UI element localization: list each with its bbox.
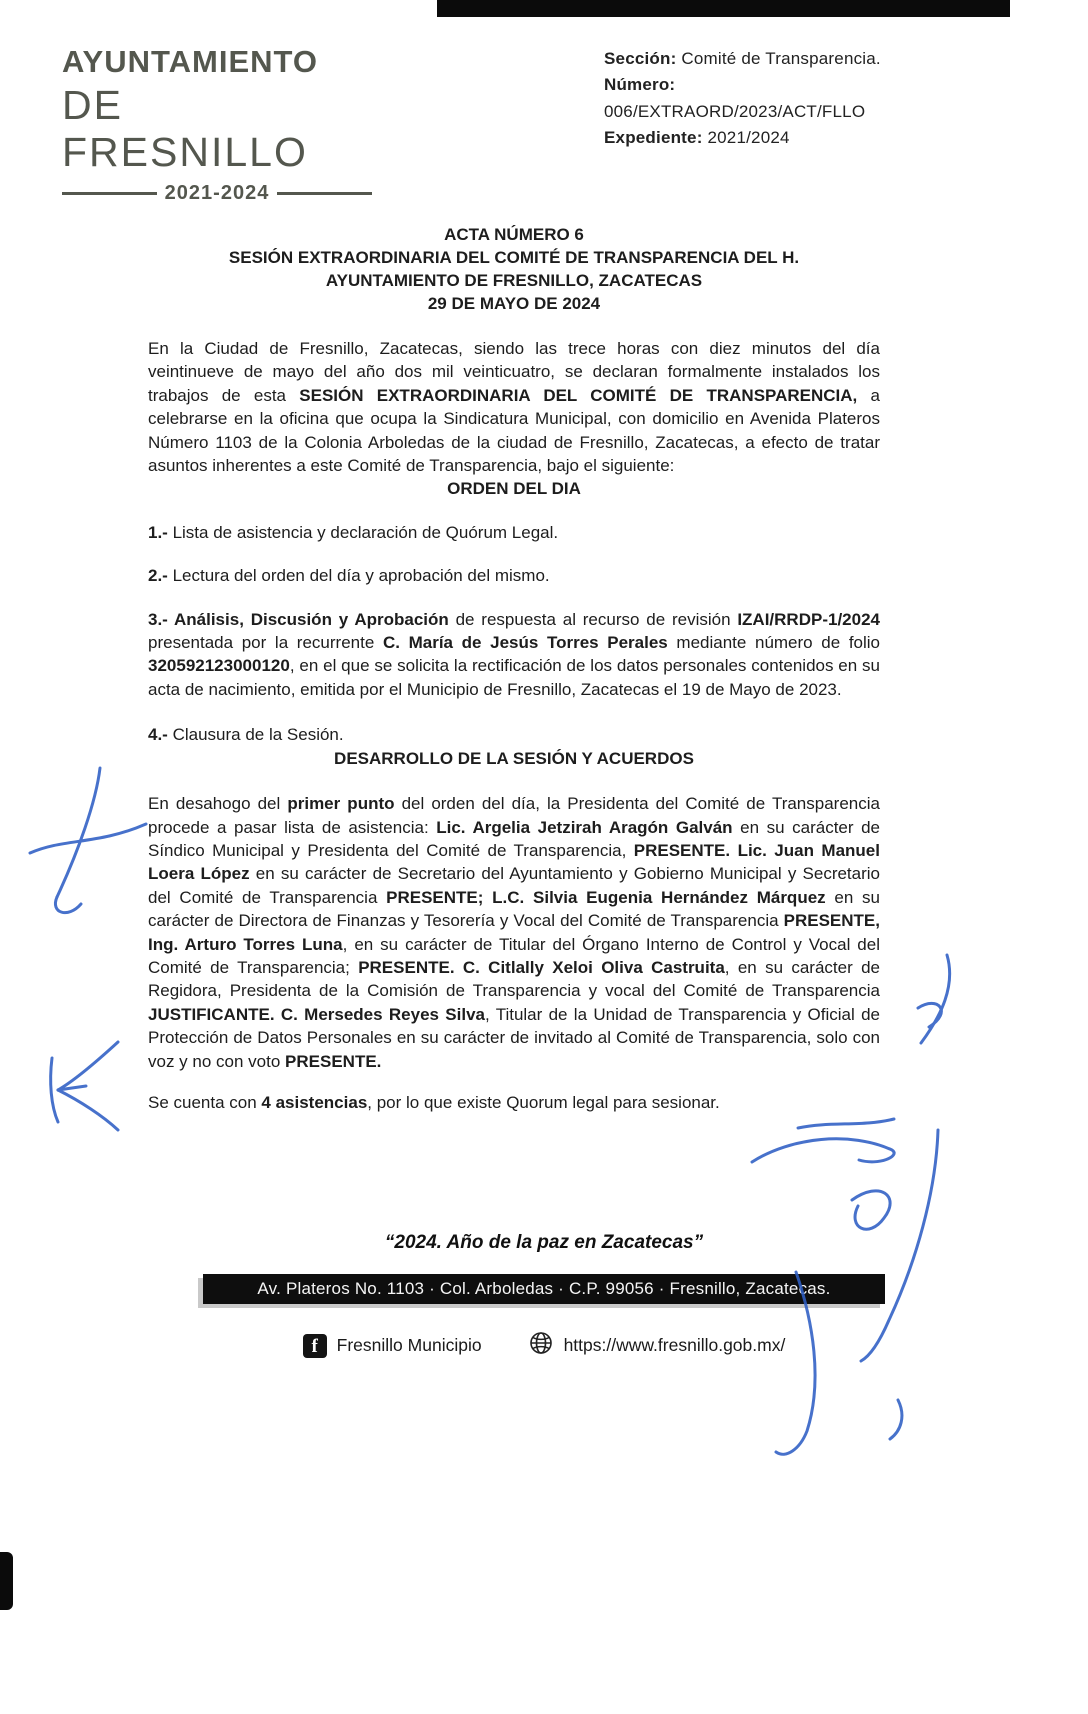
title-line-4: 29 DE MAYO DE 2024 (427, 294, 601, 313)
logo-line-ayuntamiento: AYUNTAMIENTO (62, 44, 319, 79)
scan-artifact-bottom (0, 1552, 13, 1610)
orden-del-dia-heading: ORDEN DEL DIA (447, 479, 581, 499)
social-footer (0, 1330, 1088, 1361)
logo-period-text: 2021-2024 (164, 182, 270, 204)
globe-icon (528, 1330, 554, 1361)
meta-seccion-value: Comité de Transparencia. (681, 49, 881, 68)
document-header (0, 0, 1088, 204)
meta-seccion (604, 46, 944, 72)
title-line-1: ACTA NÚMERO 6 (444, 225, 584, 244)
document-meta (604, 46, 944, 151)
desarrollo-heading: DESARROLLO DE LA SESIÓN Y ACUERDOS (334, 748, 694, 768)
website-url: https://www.fresnillo.gob.mx/ (563, 1335, 786, 1356)
facebook-icon: f (303, 1334, 327, 1358)
year-slogan: “2024. Año de la paz en Zacatecas” (384, 1232, 704, 1254)
address-bar: Av. Plateros No. 1103 · Col. Arboledas · C.P. 99056 · Fresnillo, Zacatecas. (203, 1274, 885, 1304)
orden-item-2: 2.- Lectura del orden del día y aprobación del mismo. (148, 566, 550, 586)
orden-item-3: 3.- Análisis, Discusión y Aprobación de respuesta al recurso de revisión IZAI/RRDP-1/2024 presentada por la recurrente C. María de Jesús Torres Perales mediante número de folio 320592123000120, en el que se solicita la rectificación de los datos personales contenidos en su acta de nacimiento, emitida por el Municipio de Fresnillo, Zacatecas el 19 de Mayo de 2023. (148, 609, 881, 699)
meta-seccion-label: Sección: (604, 49, 677, 68)
orden-item-4: 4.- Clausura de la Sesión. (148, 725, 344, 745)
desahogo-paragraph: En desahogo del primer punto del orden del día, la Presidenta del Comité de Transparencia procede a pasar lista de asistencia: Lic. Argelia Jetzirah Aragón Galván en su carácter de Síndico Municipal y Presidenta del Comité de Transparencia, PRESENTE. Lic. Juan Manuel Loera López en su carácter de Secretario del Ayuntamiento y Gobierno Municipal y Secretario del Comité de Transparencia PRESENTE; L.C. Silvia Eugenia Hernández Márquez en su carácter de Directora de Finanzas y Tesorería y Vocal del Comité de Transparencia PRESENTE, Ing. Arturo Torres Luna, en su carácter de Titular del Órgano Interno de Control y Vocal del Comité de Transparencia; PRESENTE. C. Citlally Xeloi Oliva Castruita, en su carácter de Regidora, Presidenta de la Comisión de Transparencia y vocal del Comité de Transparencia JUSTIFICANTE. C. Mersedes Reyes Silva, Titular de la Unidad de Transparencia y Oficial de Protección de Datos Personales en su carácter de invitado al Comité de Transparencia, solo con voz y no con voto PRESENTE. (148, 794, 881, 1071)
signature-ink-right-large (798, 1119, 894, 1128)
logo-rule-right (277, 192, 372, 195)
document-title (148, 223, 880, 315)
logo-rule-left (62, 192, 157, 195)
quorum-paragraph: Se cuenta con 4 asistencias, por lo que existe Quorum legal para sesionar. (148, 1092, 720, 1112)
orden-item-1: 1.- Lista de asistencia y declaración de Quórum Legal. (148, 522, 559, 542)
meta-numero-value: 006/EXTRAORD/2023/ACT/FLLO (604, 101, 866, 121)
meta-numero-label: Número: (604, 75, 676, 95)
title-line-2: SESIÓN EXTRAORDINARIA DEL COMITÉ DE TRANSPARENCIA DEL H. (228, 248, 800, 267)
meta-expediente-label: Expediente: (604, 128, 703, 148)
ayuntamiento-logo (62, 44, 372, 205)
logo-line-fresnillo: DE FRESNILLO (62, 82, 308, 175)
facebook-page-name: Fresnillo Municipio (336, 1335, 482, 1356)
title-line-3: AYUNTAMIENTO DE FRESNILLO, ZACATECAS (325, 271, 703, 290)
meta-expediente-value: 2021/2024 (707, 128, 790, 148)
intro-paragraph: En la Ciudad de Fresnillo, Zacatecas, siendo las trece horas con diez minutos del día veintinueve de mayo del año dos mil veinticuatro, se declaran formalmente instalados los trabajos de esta SESIÓN EXTRAORDINARIA DEL COMITÉ DE TRANSPARENCIA, a celebrarse en la oficina que ocupa la Sindicatura Municipal, con domicilio en Avenida Plateros Número 1103 de la Colonia Arboledas de la ciudad de Fresnillo, Zacatecas, a efecto de tratar asuntos inherentes a este Comité de Transparencia, bajo el siguiente: (148, 339, 880, 476)
document-body (0, 223, 1088, 1114)
meta-expediente (604, 125, 944, 151)
logo-period (62, 182, 372, 205)
